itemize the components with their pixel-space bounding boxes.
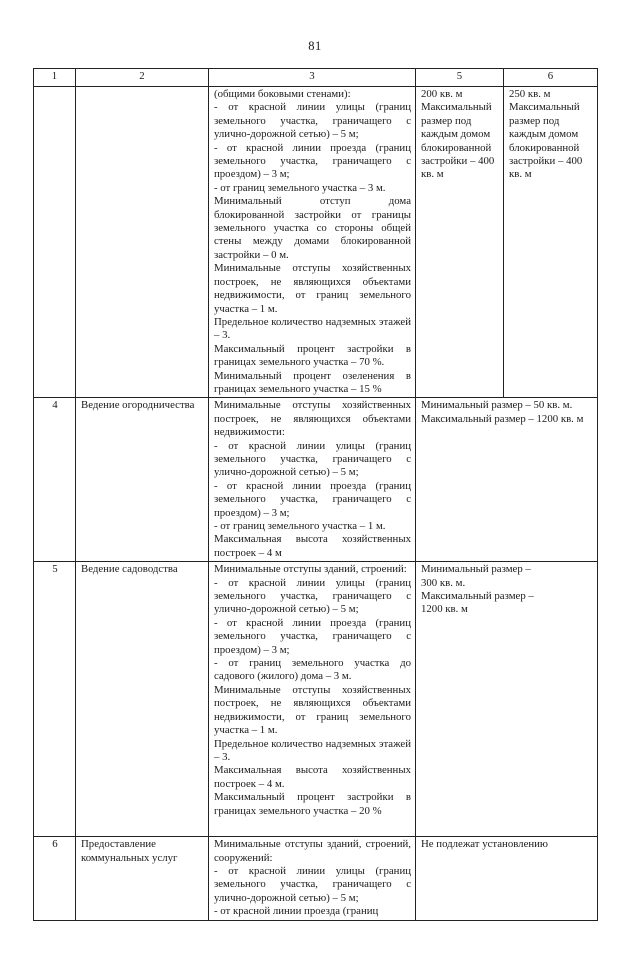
paragraph: - от красной линии улицы (границ земельного участка, граничащего с улично-дорожной сетью) – 5 м; — [214, 576, 411, 616]
table-header-row — [34, 69, 598, 87]
header-cell-col1: 1 — [34, 69, 76, 87]
paragraph: 300 кв. м. — [421, 576, 466, 589]
header-cell-col5: 5 — [416, 69, 504, 87]
row-number-cell: 6 — [34, 837, 76, 920]
paragraph: 1200 кв. м — [421, 603, 468, 616]
paragraph: Максимальный процент застройки в границах земельного участка – 70 %. — [214, 342, 411, 369]
paragraph: Минимальные отступы хозяйственных построек, не являющихся объектами недвижимости, от границ земельного участка – 1 м. — [214, 262, 411, 315]
paragraph: Минимальный отступ дома блокированной застройки от границы земельного участка со стороны общей стены между домами блокированной застройки – 0 м. — [214, 195, 411, 261]
land-use-name-cell — [76, 87, 209, 398]
row-number-cell — [34, 87, 76, 398]
header-cell-col3: 3 — [209, 69, 416, 87]
paragraph: Максимальный размер – 1200 кв. м — [421, 412, 584, 425]
paragraph: 200 кв. м — [421, 88, 463, 100]
paragraph: - от красной линии проезда (границ земельного участка, граничащего с проездом) – 3 м; — [214, 141, 411, 181]
paragraph: (общими боковыми стенами): — [214, 88, 351, 100]
size-limits-cell — [416, 562, 598, 837]
paragraph: Минимальные отступы хозяйственных построек, не являющихся объектами недвижимости, от границ земельного участка – 1 м. — [214, 683, 411, 737]
paragraph: Максимальная высота хозяйственных построек – 4 м — [214, 533, 411, 559]
land-use-name-cell: Предоставление коммунальных услуг — [76, 837, 209, 920]
paragraph: - от красной линии проезда (границ — [214, 905, 379, 918]
paragraph: - от границ земельного участка – 1 м. — [214, 520, 386, 532]
paragraph: Не подлежат установлению — [421, 838, 548, 851]
paragraph: Минимальный размер – 50 кв. м. — [421, 399, 573, 412]
paragraph: Предельное количество надземных этажей – 3. — [214, 737, 411, 763]
paragraph: Минимальный процент озеленения в границах земельного участка – 15 % — [214, 369, 411, 395]
size-limits-cell — [416, 837, 598, 920]
page-number: 81 — [308, 39, 322, 53]
table-row-4 — [34, 398, 598, 562]
paragraph: Минимальные отступы хозяйственных построек, не являющихся объектами недвижимости: — [214, 399, 411, 439]
land-use-name-cell: Ведение садоводства — [76, 562, 209, 837]
paragraph: Минимальный размер – — [421, 563, 531, 576]
regulations-table — [33, 68, 598, 921]
paragraph: - от красной линии проезда (границ земельного участка, граничащего с проездом) – 3 м; — [214, 616, 411, 656]
header-cell-col6: 6 — [504, 69, 598, 87]
parameters-cell — [209, 562, 416, 837]
paragraph: Максимальный процент застройки в границах земельного участка – 20 % — [214, 791, 411, 817]
table-row-5 — [34, 562, 598, 837]
table-row-6 — [34, 837, 598, 920]
paragraph: Предельное количество надземных этажей – 3. — [214, 315, 411, 342]
paragraph: - от красной линии проезда (границ земельного участка, граничащего с проездом) – 3 м; — [214, 479, 411, 519]
land-use-name-cell: Ведение огородничества — [76, 398, 209, 562]
paragraph: Минимальные отступы зданий, строений: — [214, 563, 407, 576]
table-row-continuation — [34, 87, 598, 398]
max-size-cell — [504, 87, 598, 398]
header-cell-col2: 2 — [76, 69, 209, 87]
paragraph: - от красной линии улицы (границ земельного участка, граничащего с улично-дорожной сетью) – 5 м; — [214, 439, 411, 479]
paragraph: - от границ земельного участка до садового (жилого) дома – 3 м. — [214, 657, 411, 683]
parameters-cell — [209, 398, 416, 562]
paragraph: Максимальный размер под каждым домом блокированной застройки – 400 кв. м — [509, 101, 583, 181]
paragraph: Максимальный размер под каждым домом блокированной застройки – 400 кв. м — [421, 101, 495, 181]
row-number-cell: 5 — [34, 562, 76, 837]
paragraph: - от красной линии улицы (границ земельного участка, граничащего с улично-дорожной сетью) – 5 м; — [214, 865, 411, 904]
size-limits-cell — [416, 398, 598, 562]
parameters-cell — [209, 87, 416, 398]
paragraph: Минимальные отступы зданий, строений, сооружений: — [214, 838, 411, 864]
row-number-cell: 4 — [34, 398, 76, 562]
paragraph: - от красной линии улицы (границ земельного участка, граничащего с улично-дорожной сетью) – 5 м; — [214, 101, 411, 141]
min-size-cell — [416, 87, 504, 398]
paragraph: Максимальный размер – — [421, 590, 534, 603]
paragraph: 250 кв. м — [509, 88, 551, 100]
paragraph: Максимальная высота хозяйственных построек – 4 м. — [214, 764, 411, 790]
paragraph: - от границ земельного участка – 3 м. — [214, 181, 386, 194]
parameters-cell — [209, 837, 416, 920]
